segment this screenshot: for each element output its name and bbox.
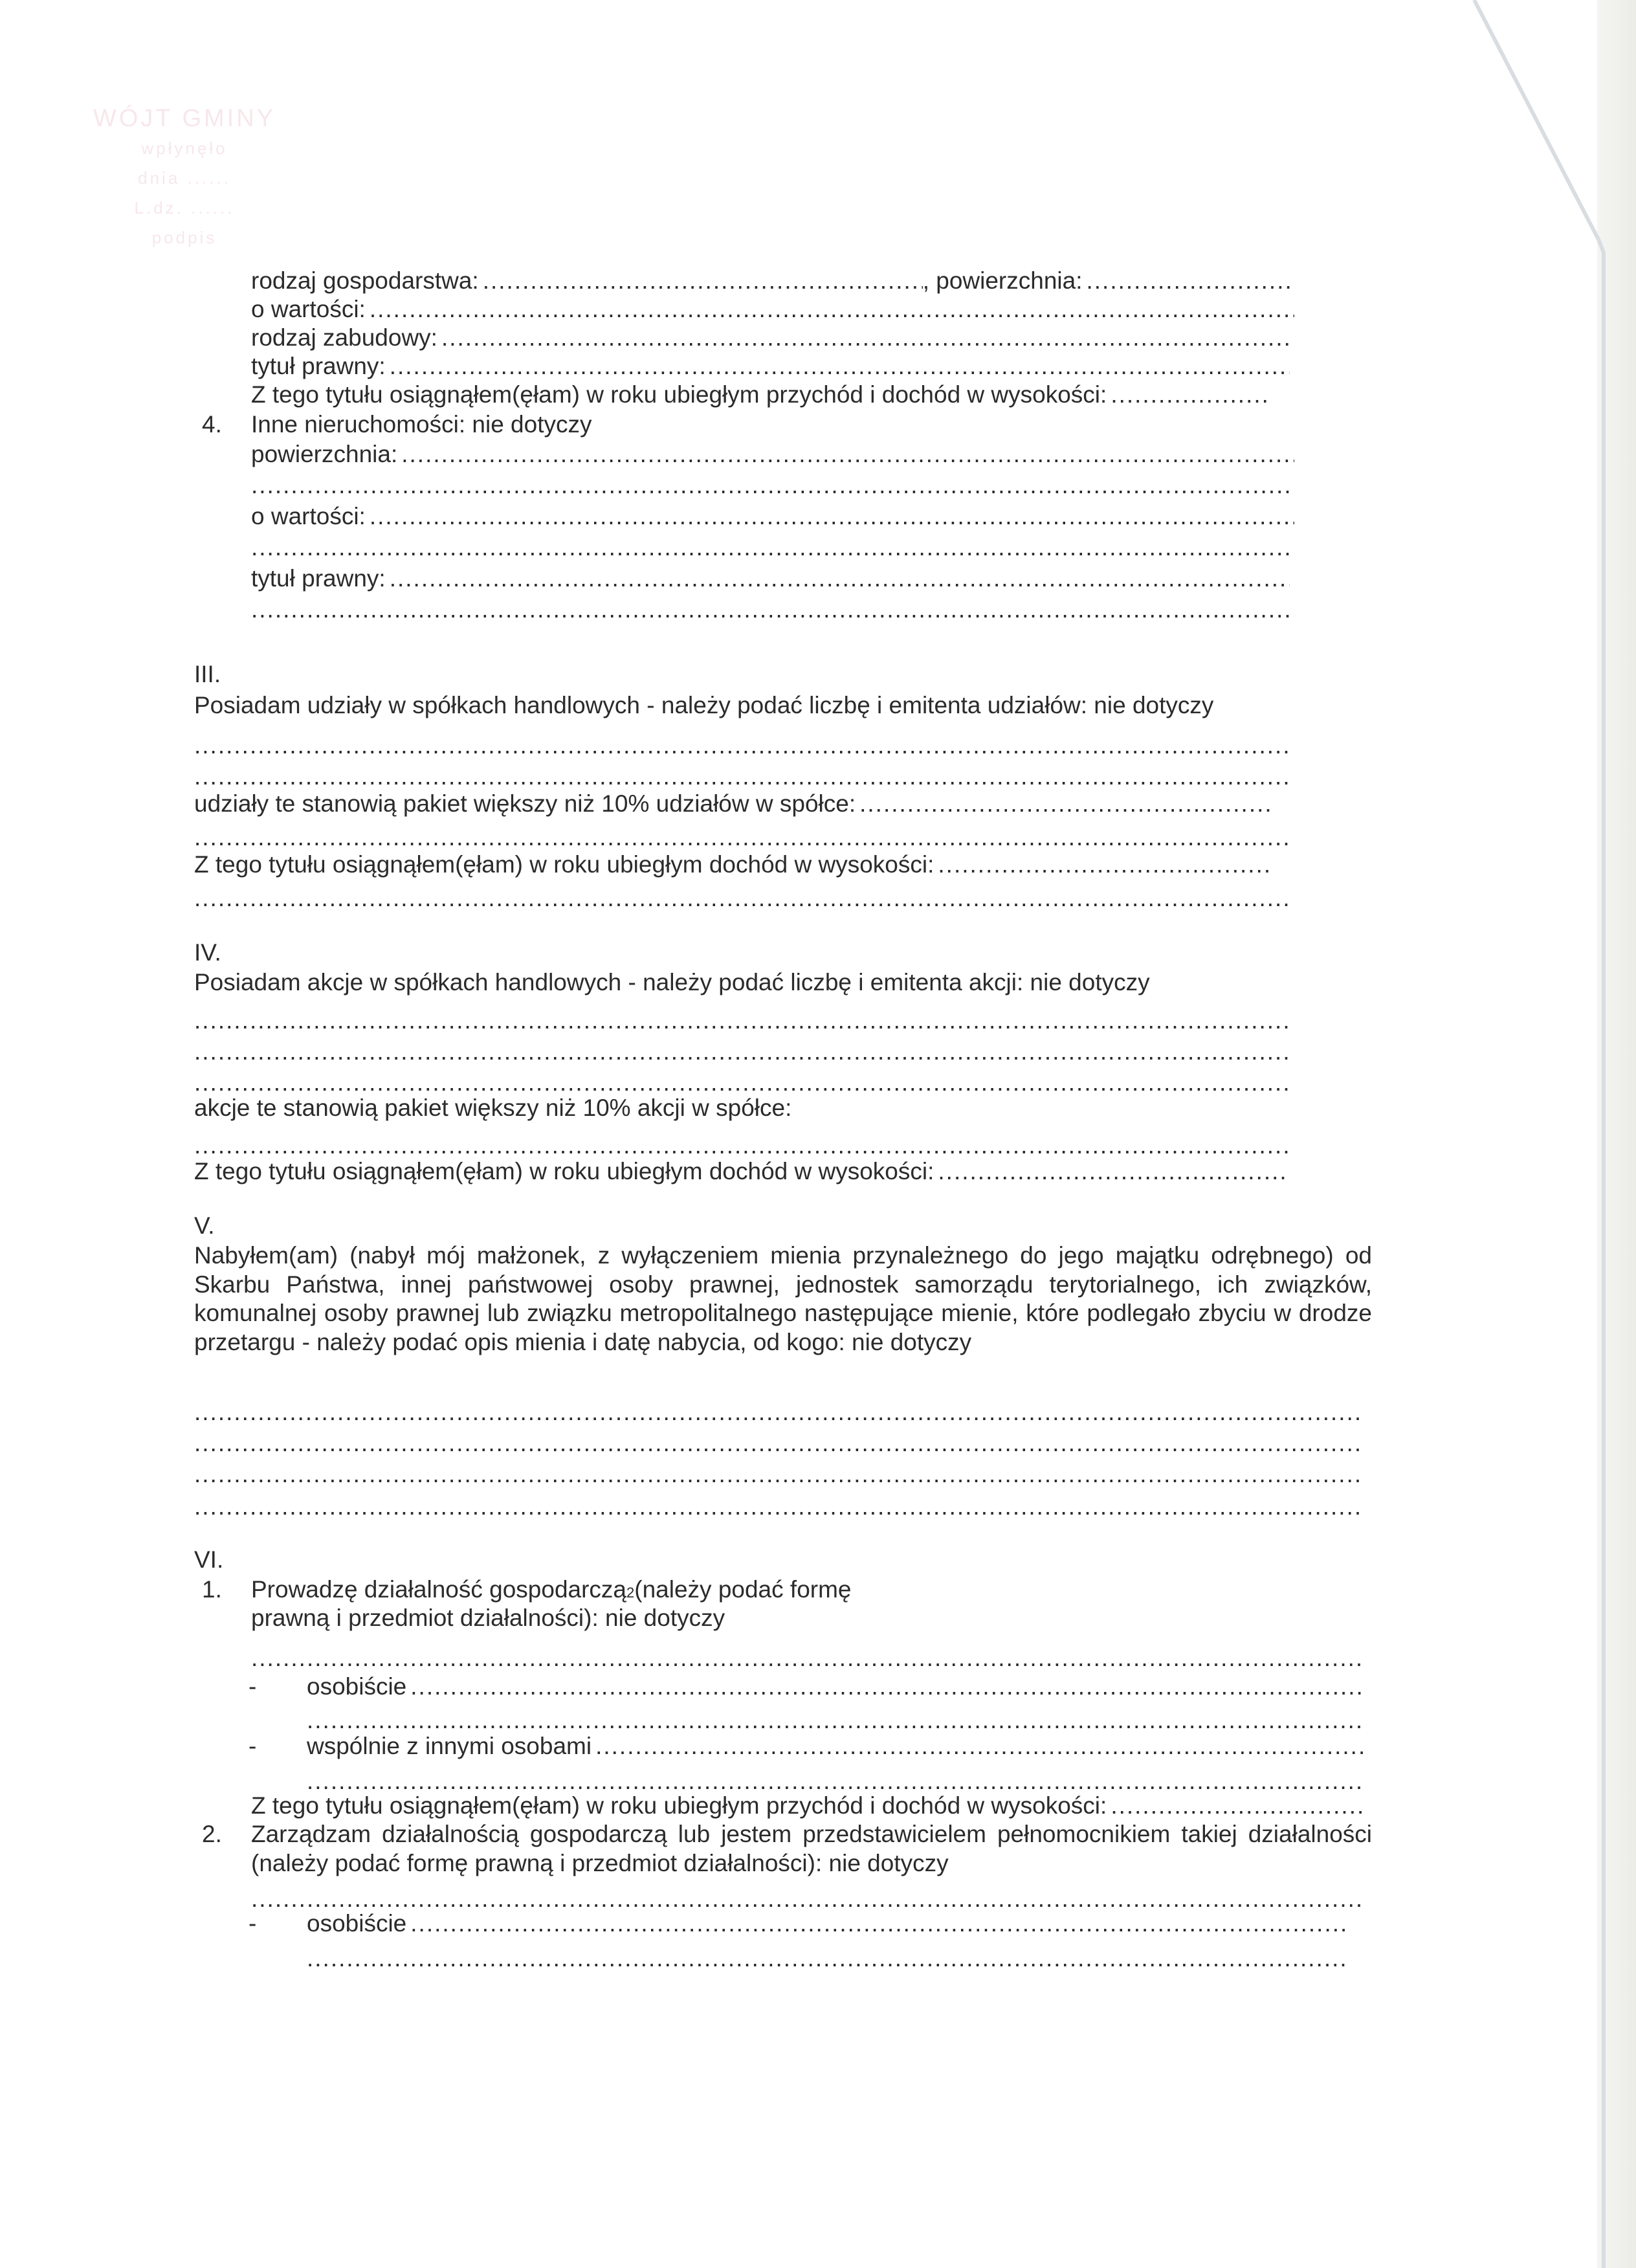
item-2-number: 2. [202, 1821, 222, 1847]
section-vi-heading: VI. [194, 1546, 224, 1573]
stocks-income-label: Z tego tytułu osiągnąłem(ęłam) w roku ubiegłym dochód w wysokości: [194, 1158, 934, 1184]
shares-income-field[interactable] [938, 850, 1272, 879]
footnote-marker: 2 [626, 1584, 635, 1601]
farm-income-field[interactable] [1111, 381, 1270, 409]
shares-package-field-2[interactable] [194, 823, 1288, 852]
shares-package-label: udziały te stanowią pakiet większy niż 10% udziałów w spółce: [194, 790, 856, 817]
farm-legal-title-field[interactable] [390, 352, 1290, 381]
personally-row-2 [307, 1706, 1364, 1735]
stocks-row-1 [194, 1006, 1288, 1035]
shares-row-1 [194, 731, 1288, 760]
other-legal-title-field[interactable] [390, 564, 1290, 593]
stocks-row-3 [194, 1069, 1288, 1097]
shares-field-2[interactable] [194, 762, 1288, 791]
farm-area-label: , powierzchnia: [922, 267, 1083, 294]
section-v-heading: V. [194, 1212, 215, 1239]
acquisition-field-3[interactable] [194, 1460, 1359, 1489]
business-activity-text: Prowadzę działalność gospodarczą [251, 1576, 627, 1603]
stocks-text: Posiadam akcje w spółkach handlowych - należy podać liczbę i emitenta akcji: nie dotyczy [194, 969, 1150, 995]
farm-type-row [251, 267, 1294, 295]
jointly-field[interactable] [595, 1732, 1364, 1761]
personally-field-2[interactable] [307, 1706, 1364, 1735]
stocks-package-row [194, 1094, 791, 1122]
farm-value-label: o wartości: [251, 296, 366, 322]
bullet: - [249, 1673, 257, 1700]
acquisition-row-4 [194, 1493, 1359, 1521]
shares-income-label: Z tego tytułu osiągnąłem(ęłam) w roku ubiegłym dochód w wysokości: [194, 851, 934, 878]
farm-type-field[interactable] [483, 267, 923, 295]
other-area-row [251, 440, 1294, 469]
acquisition-row-3 [194, 1460, 1359, 1489]
other-legal-title-row-2 [251, 595, 1294, 624]
farm-type-label: rodzaj gospodarstwa: [251, 267, 479, 294]
business-income-label: Z tego tytułu osiągnąłem(ęłam) w roku ubiegłym przychód i dochód w wysokości: [251, 1792, 1107, 1819]
item-1-number: 1. [202, 1576, 222, 1603]
other-real-estate-label: Inne nieruchomości: nie dotyczy [251, 411, 592, 438]
shares-row-2 [194, 762, 1288, 791]
other-value-label: o wartości: [251, 503, 366, 529]
section-iv-heading: IV. [194, 939, 221, 966]
business-activity-row [251, 1575, 852, 1607]
acquisition-row-2 [194, 1429, 1359, 1458]
other-value-row-2 [251, 533, 1294, 562]
shares-field-1[interactable] [194, 731, 1288, 760]
stocks-package-label: akcje te stanowią pakiet większy niż 10% akcji w spółce: [194, 1095, 792, 1121]
shares-text-row [194, 691, 1213, 720]
other-legal-title-label: tytuł prawny: [251, 565, 386, 592]
jointly-row [307, 1732, 1364, 1761]
other-value-field[interactable] [370, 502, 1294, 531]
jointly-label: wspólnie z innymi osobami [307, 1733, 592, 1759]
stocks-field-3[interactable] [194, 1069, 1288, 1097]
section-iii-heading: III. [194, 661, 221, 687]
shares-package-row-2 [194, 823, 1288, 852]
farm-legal-title-label: tytuł prawny: [251, 353, 386, 379]
other-legal-title-row [251, 564, 1290, 593]
bullet: - [249, 1910, 257, 1937]
faded-stamp: WÓJT GMINY wpłynęło dnia ...... L.dz. ...... podpis [93, 105, 276, 247]
stocks-income-row [194, 1157, 1288, 1186]
stocks-package-field[interactable] [194, 1131, 1288, 1160]
management-personally-row [307, 1909, 1349, 1938]
shares-package-row [194, 790, 1275, 818]
management-personally-label: osobiście [307, 1910, 407, 1937]
business-activity-text-b: (należy podać formę [634, 1576, 852, 1603]
building-type-field[interactable] [441, 324, 1290, 352]
business-field-1[interactable] [251, 1644, 1364, 1673]
stocks-row-2 [194, 1038, 1288, 1066]
other-real-estate-row [251, 410, 592, 439]
farm-income-row [251, 381, 1270, 409]
other-area-field-2[interactable] [251, 471, 1294, 500]
personally-field[interactable] [410, 1673, 1364, 1701]
stocks-field-1[interactable] [194, 1006, 1288, 1035]
acquisition-field-1[interactable] [194, 1398, 1359, 1427]
scanned-page-edge [1597, 0, 1636, 2268]
shares-package-field[interactable] [859, 790, 1275, 818]
shares-text: Posiadam udziały w spółkach handlowych - należy podać liczbę i emitenta udziałów: nie dotyczy [194, 692, 1214, 718]
farm-legal-title-row [251, 352, 1290, 381]
management-personally-row-2 [307, 1944, 1349, 1973]
business-row-1 [251, 1644, 1364, 1673]
shares-income-field-2[interactable] [194, 884, 1288, 913]
other-legal-title-field-2[interactable] [251, 595, 1294, 624]
personally-label: osobiście [307, 1673, 407, 1700]
management-personally-field-2[interactable] [307, 1944, 1349, 1973]
acquisition-field-4[interactable] [194, 1493, 1359, 1521]
business-activity-row-2 [251, 1604, 725, 1632]
other-value-field-2[interactable] [251, 533, 1294, 562]
stocks-income-field[interactable] [938, 1157, 1288, 1186]
business-activity-text-c: prawną i przedmiot działalności): nie dotyczy [251, 1605, 725, 1631]
bullet: - [249, 1733, 257, 1759]
acquisition-field-2[interactable] [194, 1429, 1359, 1458]
building-type-label: rodzaj zabudowy: [251, 324, 437, 351]
stocks-text-row [194, 968, 1150, 997]
shares-income-row [194, 850, 1272, 879]
farm-area-field[interactable] [1087, 267, 1295, 295]
management-text: Zarządzam działalnością gospodarczą lub jestem przedstawicielem pełnomocnikiem takiej działalności (należy podać formę prawną i przedmiot działalności): nie dotyczy [251, 1821, 1372, 1876]
business-income-field[interactable] [1111, 1792, 1364, 1820]
stocks-package-row-2 [194, 1131, 1288, 1160]
acquisition-text: Nabyłem(am) (nabył mój małżonek, z wyłączeniem mienia przynależnego do jego majątku odrębnego) od Skarbu Państwa, innej państwowej osoby prawnej, jednostek samorządu terytorialnego, ich związków, komunalnej osoby prawnej lub związku metropolitalnego następujące mienie, które podlegało zbyciu w drodze przetargu - należy podać opis mienia i datę nabycia, od kogo: nie dotyczy [194, 1242, 1372, 1355]
farm-value-row [251, 295, 1294, 324]
other-area-label: powierzchnia: [251, 441, 398, 467]
building-type-row [251, 324, 1290, 352]
farm-income-label: Z tego tytułu osiągnąłem(ęłam) w roku ubiegłym przychód i dochód w wysokości: [251, 381, 1107, 408]
shares-income-row-2 [194, 884, 1288, 913]
other-area-row-2 [251, 471, 1294, 500]
other-value-row [251, 502, 1294, 531]
management-personally-field[interactable] [410, 1909, 1349, 1938]
other-area-field[interactable] [401, 440, 1294, 469]
personally-row [307, 1673, 1364, 1701]
stocks-field-2[interactable] [194, 1038, 1288, 1066]
item-4-number: 4. [202, 411, 222, 438]
business-income-row [251, 1792, 1364, 1820]
farm-value-field[interactable] [370, 295, 1294, 324]
acquisition-row-1 [194, 1398, 1359, 1427]
